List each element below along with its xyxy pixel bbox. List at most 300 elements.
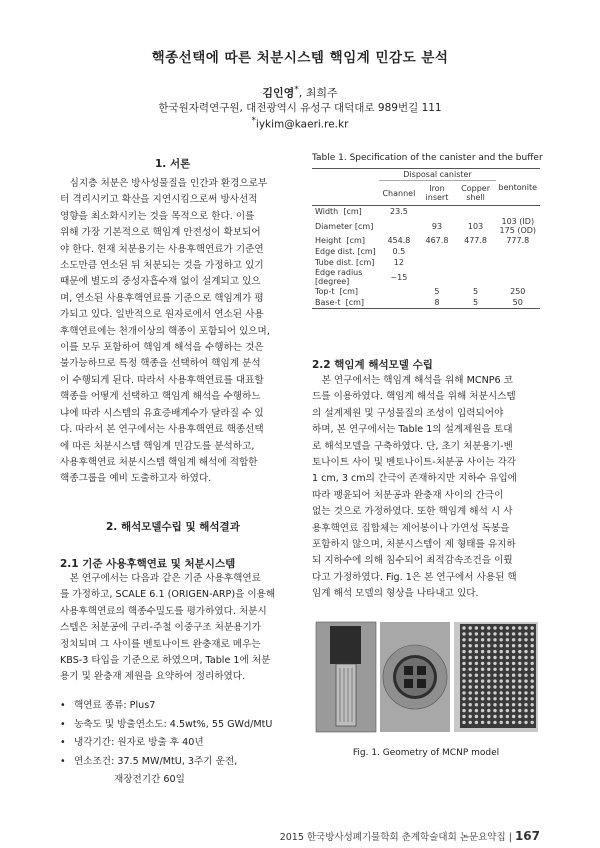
- text-line: 에 따른 처분시스템 핵임계 민감도를 분석하고,: [60, 440, 255, 452]
- fuel-pin: [506, 715, 509, 718]
- fuel-pin: [512, 691, 515, 694]
- table-cell: [496, 206, 540, 218]
- fuel-pin: [481, 638, 484, 641]
- fuel-pin: [493, 679, 496, 682]
- fuel-pin: [518, 674, 521, 677]
- fuel-pin: [493, 656, 496, 659]
- text-line: 핵종을 어떻게 선택하고 핵임계 해석을 수행하느: [60, 391, 261, 403]
- fuel-pin: [481, 650, 484, 653]
- fuel-pin: [524, 674, 527, 677]
- paper-title: 핵종선택에 따른 처분시스템 핵임계 민감도 분석: [151, 50, 449, 66]
- fuel-pin: [531, 650, 534, 653]
- fuel-pin: [531, 656, 534, 659]
- table-cell: [496, 257, 540, 268]
- table-cell: [456, 206, 496, 218]
- text-line: 본 연구에서는 다음과 같은 기준 사용후핵연료: [69, 573, 261, 584]
- fuel-pin: [518, 638, 521, 641]
- section-2-1-body: [60, 571, 290, 686]
- fuel-pin: [493, 662, 496, 665]
- table-corner: [312, 169, 379, 181]
- fuel-pin: [506, 632, 509, 635]
- fuel-pin: [518, 662, 521, 665]
- fuel-pin: [524, 662, 527, 665]
- fuel-pin: [500, 715, 503, 718]
- table-cell: 5: [456, 297, 496, 309]
- fuel-pin: [493, 685, 496, 688]
- fuel-pin: [518, 721, 521, 724]
- fuel-pin: [500, 644, 503, 647]
- table-cell: [379, 217, 418, 235]
- section-2-1-lines: [60, 571, 290, 686]
- fuel-pin: [469, 715, 472, 718]
- text-line: 이를 모두 포함하여 핵임계 해석을 수행하는 것은: [60, 342, 264, 354]
- fuel-pin: [475, 632, 478, 635]
- fuel-pin: [487, 656, 490, 659]
- text-line: 다. 따라서 본 연구에서는 사용후핵연료 핵종선택: [60, 424, 264, 436]
- fuel-pin: [518, 709, 521, 712]
- author-sep: ,: [298, 86, 306, 100]
- fuel-pin: [462, 691, 465, 694]
- fuel-pin: [512, 650, 515, 653]
- fuel-pin: [512, 709, 515, 712]
- fuel-pin: [506, 674, 509, 677]
- fuel-pin: [500, 685, 503, 688]
- table-cell: [418, 268, 455, 286]
- fuel-pin: [475, 668, 478, 671]
- row-label: Top-t [cm]: [315, 287, 359, 296]
- fuel-pin: [506, 709, 509, 712]
- fuel-pin: [487, 703, 490, 706]
- text-line: 하며, 본 연구에서는 Table 1의 설계제원을 토대: [312, 424, 513, 436]
- fuel-pin: [469, 703, 472, 706]
- table-row: [312, 206, 540, 218]
- fuel-pin: [531, 703, 534, 706]
- fuel-pin: [512, 679, 515, 682]
- table-cell: [379, 297, 418, 309]
- fuel-pin: [481, 679, 484, 682]
- fuel-pin: [524, 703, 527, 706]
- fuel-pin: [481, 674, 484, 677]
- row-label: Width [cm]: [312, 206, 379, 218]
- fuel-pin: [531, 674, 534, 677]
- fuel-pin: [475, 650, 478, 653]
- fuel-pin: [469, 709, 472, 712]
- text-line: 본 연구에서는 핵임계 해석을 위해 MCNP6 코: [321, 375, 513, 386]
- row-label: Edge radius [degree]: [315, 268, 363, 286]
- figure-caption: Fig. 1. Geometry of MCNP model: [352, 748, 500, 758]
- fuel-pin: [469, 674, 472, 677]
- text-line: 영향을 최소화시키는 것을 목적으로 한다. 이를: [60, 210, 255, 222]
- fuel-pin: [524, 650, 527, 653]
- fuel-pin: [487, 691, 490, 694]
- fuel-pin: [462, 644, 465, 647]
- fuel-pin: [475, 709, 478, 712]
- author-mark: *: [294, 84, 299, 95]
- col-header-channel: Channel: [382, 188, 416, 198]
- table-row: [312, 217, 540, 235]
- fuel-pin: [475, 656, 478, 659]
- fuel-pin: [524, 632, 527, 635]
- page-number: 167: [514, 829, 540, 843]
- fuel-pin: [512, 656, 515, 659]
- fuel-pin: [500, 662, 503, 665]
- fuel-pin: [487, 721, 490, 724]
- fuel-pin: [518, 679, 521, 682]
- fuel-pin: [506, 703, 509, 706]
- fuel-pin: [512, 685, 515, 688]
- fuel-pin: [512, 644, 515, 647]
- fuel-pin: [506, 644, 509, 647]
- fuel-pin: [506, 679, 509, 682]
- fuel-pin: [506, 656, 509, 659]
- table-cell: 467.8: [425, 236, 449, 245]
- fuel-pin: [500, 656, 503, 659]
- group-header: Disposal canister: [379, 169, 495, 181]
- affiliation: 한국원자력연구원, 대전광역시 유성구 대덕대로 989번길 111: [158, 102, 442, 114]
- table-cell: 0.5: [392, 247, 406, 256]
- text-line: 로 해석모델을 구축하였다. 단, 초기 처분용기-벤: [312, 440, 513, 452]
- table-row: [312, 246, 540, 257]
- fuel-pin: [518, 691, 521, 694]
- fuel-pin: [506, 685, 509, 688]
- fuel-pin: [506, 721, 509, 724]
- table-cell: [456, 257, 496, 268]
- fuel-pin: [524, 626, 527, 629]
- row-label: Height [cm]: [315, 236, 365, 245]
- fuel-pin: [475, 691, 478, 694]
- fuel-pin: [487, 644, 490, 647]
- fuel-pin: [512, 674, 515, 677]
- fuel-pin: [493, 674, 496, 677]
- table-cell: [496, 268, 540, 286]
- fuel-pin: [531, 632, 534, 635]
- row-label: Tube dist. [cm]: [315, 258, 375, 267]
- fuel-pin: [531, 626, 534, 629]
- fuel-pin: [462, 632, 465, 635]
- fuel-pin: [469, 662, 472, 665]
- text-line: 가되고 있다. 일반적으로 원자로에서 연소된 사용: [60, 309, 264, 321]
- fuel-pin: [506, 626, 509, 629]
- text-line: 냐에 따라 시스템의 유효증배계수가 달라질 수 있: [60, 407, 264, 419]
- fuel-pin: [487, 662, 490, 665]
- fuel-pin: [475, 679, 478, 682]
- text-line: 용기 및 완충재 제원을 요약하여 정리하였다.: [60, 671, 246, 683]
- fuel-pin: [531, 691, 534, 694]
- fuel-pin: [506, 650, 509, 653]
- section-2-2-body: [312, 373, 542, 603]
- row-label: Base-t [cm]: [312, 297, 379, 309]
- fuel-pin: [524, 697, 527, 700]
- fuel-pin: [475, 697, 478, 700]
- fuel-pin: [512, 638, 515, 641]
- fuel-pin: [531, 721, 534, 724]
- fuel-pin: [518, 644, 521, 647]
- fuel-pin: [524, 638, 527, 641]
- text-line: 심지층 처분은 방사성물질을 인간과 환경으로부: [69, 178, 268, 189]
- row-label: Diameter [cm]: [315, 221, 374, 231]
- email-line: [0, 116, 600, 131]
- fuel-pin: [500, 679, 503, 682]
- mcnp-figure: [312, 620, 540, 735]
- fuel-pin: [469, 650, 472, 653]
- text-line: 다고 가정하였다. Fig. 1은 본 연구에서 사용된 핵: [312, 571, 517, 583]
- bullet-item: • 농축도 및 방출연소도: 4.5wt%, 55 GWd/MtU: [60, 716, 290, 735]
- fuel-pin: [487, 626, 490, 629]
- fuel-pin: [487, 650, 490, 653]
- bullet-continuation: 재장전기간 60일: [114, 774, 185, 785]
- table-cell: [418, 206, 455, 218]
- table-row: [312, 257, 540, 268]
- table-row: [312, 235, 540, 246]
- fuel-pin: [481, 632, 484, 635]
- fuel-pin: [531, 662, 534, 665]
- fuel-pin: [481, 697, 484, 700]
- fuel-pin: [500, 638, 503, 641]
- table-cell: 103 (ID) 175 (OD): [499, 217, 537, 235]
- fuel-pin: [524, 644, 527, 647]
- fuel-pin: [469, 668, 472, 671]
- fuel-pin: [475, 674, 478, 677]
- fuel-pin: [531, 697, 534, 700]
- table-cell: 103: [467, 221, 484, 231]
- fuel-pin: [524, 668, 527, 671]
- text-line: 를 가정하고, SCALE 6.1 (ORIGEN-ARP)을 이용해: [60, 589, 276, 601]
- fuel-pin: [462, 626, 465, 629]
- author-line: [0, 84, 600, 101]
- fuel-pin: [524, 656, 527, 659]
- text-line: 되 지하수에 의해 침수되어 최적감속조건을 이뤘: [312, 555, 513, 567]
- footer-text: 2015 한국방사성폐기물학회 춘계학술대회 논문요약집: [279, 832, 506, 843]
- fuel-pin: [500, 721, 503, 724]
- text-line: 며, 연소된 사용후핵연료를 기준으로 핵임계가 평: [60, 292, 264, 304]
- table-cell: 477.8: [464, 236, 488, 245]
- text-line: 따라 팽윤되어 처분공과 완충재 사이의 간극이: [312, 489, 504, 501]
- fuel-pin: [481, 703, 484, 706]
- spec-bullet-list: [60, 697, 290, 790]
- fuel-pin: [518, 626, 521, 629]
- text-line: KBS-3 타입을 기준으로 하였으며, Table 1에 처분: [60, 655, 271, 667]
- text-line: 용후핵연료 집합체는 제어봉이나 가연성 독봉을: [312, 522, 510, 534]
- fuel-pin: [469, 697, 472, 700]
- section-2-title: 2. 해석모델수립 및 해석결과: [106, 521, 240, 533]
- fuel-pin: [524, 721, 527, 724]
- fuel-pin: [518, 656, 521, 659]
- fuel-pin: [481, 626, 484, 629]
- fuel-pin: [462, 679, 465, 682]
- fuel-pin: [462, 709, 465, 712]
- fuel-pin: [500, 632, 503, 635]
- fuel-pin: [531, 685, 534, 688]
- table-row: [312, 297, 540, 309]
- table-cell: 777.8: [506, 236, 530, 245]
- table-row: [312, 268, 540, 286]
- text-line: 없는 것으로 가정하였다. 또한 핵임계 해석 시 사: [312, 506, 513, 518]
- fuel-pin: [531, 668, 534, 671]
- text-line: 후핵연료에는 천개이상의 핵종이 포함되어 있으며,: [60, 325, 270, 337]
- table-cell: [456, 246, 496, 257]
- fuel-pin: [512, 721, 515, 724]
- text-line: 불가능하므로 특정 핵종을 선택하여 핵임계 분석: [60, 358, 261, 370]
- fuel-pin: [469, 632, 472, 635]
- fuel-pin: [462, 656, 465, 659]
- fuel-pin: [462, 650, 465, 653]
- radial-view-insert: [396, 658, 434, 696]
- fuel-pin: [506, 697, 509, 700]
- text-line: 포함하지 않으며, 처분시스템이 제 형태를 유지하: [312, 539, 516, 551]
- fuel-pin: [524, 685, 527, 688]
- footer-separator: |: [508, 832, 512, 843]
- text-line: 위해 가장 기본적으로 핵임계 안전성이 확보되어: [60, 227, 261, 239]
- fuel-pin: [493, 632, 496, 635]
- fuel-pin: [493, 715, 496, 718]
- text-line: 1 cm, 3 cm의 간극이 존재하지만 지하수 유입에: [312, 473, 517, 485]
- fuel-pin: [462, 697, 465, 700]
- fuel-pin: [493, 709, 496, 712]
- table-cell: [418, 257, 455, 268]
- fuel-pin: [475, 703, 478, 706]
- table-cell: 5: [434, 287, 440, 296]
- fuel-pin: [469, 679, 472, 682]
- fuel-pin: [500, 626, 503, 629]
- fuel-pin: [512, 626, 515, 629]
- fuel-pin: [500, 697, 503, 700]
- fuel-pin: [487, 679, 490, 682]
- text-line: 이 수행되게 된다. 따라서 사용후핵연료를 대표할: [60, 374, 264, 386]
- fuel-pin: [518, 668, 521, 671]
- fuel-pin: [487, 632, 490, 635]
- fuel-pin: [487, 668, 490, 671]
- fuel-pin: [524, 715, 527, 718]
- text-line: 드를 이용하였다. 핵임계 해석을 위해 처분시스템: [312, 391, 516, 403]
- side-view-canister: [336, 664, 356, 726]
- row-label: Edge dist. [cm]: [315, 247, 376, 256]
- fuel-pin: [531, 709, 534, 712]
- fuel-pin: [506, 638, 509, 641]
- fuel-pin: [500, 650, 503, 653]
- table-cell: [456, 268, 496, 286]
- mcnp-geometry-image: [312, 620, 540, 735]
- table-caption: Table 1. Specification of the canister and the buffer: [312, 153, 543, 163]
- fuel-pin: [487, 709, 490, 712]
- table-cell: 8: [418, 297, 455, 309]
- table-cell: ~15: [390, 272, 408, 282]
- fuel-pin: [493, 697, 496, 700]
- fuel-pin: [493, 644, 496, 647]
- text-line: 때문에 별도의 중성자흡수재 없이 설계되고 있으: [60, 276, 261, 288]
- page-footer: [280, 829, 540, 843]
- fuel-pin: [506, 662, 509, 665]
- table-body: [312, 206, 540, 309]
- section-1-body: [60, 176, 290, 488]
- fuel-pin: [487, 685, 490, 688]
- fuel-pin: [524, 679, 527, 682]
- fuel-pin: [481, 685, 484, 688]
- fuel-pin: [481, 721, 484, 724]
- col-header-copper: Copper shell: [461, 184, 490, 202]
- fuel-pin: [524, 709, 527, 712]
- fuel-pin: [493, 703, 496, 706]
- fuel-pin: [493, 650, 496, 653]
- fuel-pin: [518, 715, 521, 718]
- fuel-pin: [487, 638, 490, 641]
- fuel-pin: [500, 674, 503, 677]
- fuel-pin: [493, 721, 496, 724]
- table-cell: 93: [431, 221, 443, 231]
- table-row: [312, 286, 540, 297]
- fuel-pin: [531, 644, 534, 647]
- fuel-pin: [469, 638, 472, 641]
- fuel-pin: [518, 632, 521, 635]
- fuel-pin: [493, 691, 496, 694]
- text-line: 터 격리시키고 확산을 지연시킴으로써 방사선적: [60, 194, 258, 206]
- spec-table: [312, 168, 540, 309]
- fuel-pin: [512, 632, 515, 635]
- fuel-pin: [469, 656, 472, 659]
- fuel-pin: [512, 668, 515, 671]
- fuel-pin: [462, 721, 465, 724]
- fuel-pin: [500, 709, 503, 712]
- fuel-pin: [481, 662, 484, 665]
- fuel-pin: [462, 715, 465, 718]
- fuel-pin: [487, 697, 490, 700]
- table-cell: [379, 286, 418, 297]
- table-cell: 12: [393, 258, 404, 267]
- fuel-pin: [506, 691, 509, 694]
- fuel-pin: [469, 721, 472, 724]
- table-cell: 50: [496, 297, 540, 309]
- text-line: 정치되며 그 사이를 벤토나이트 완충재로 메우는: [60, 638, 261, 650]
- fuel-pin: [475, 715, 478, 718]
- table-corner-2: [312, 181, 379, 206]
- fuel-pin: [512, 697, 515, 700]
- fuel-pin: [481, 709, 484, 712]
- fuel-pin: [531, 715, 534, 718]
- fuel-pin: [493, 668, 496, 671]
- fuel-pin: [518, 697, 521, 700]
- table-cell: 23.5: [379, 206, 418, 218]
- fuel-pin: [469, 626, 472, 629]
- fuel-pin: [481, 656, 484, 659]
- table-cell: 5: [473, 287, 479, 296]
- fuel-pin: [493, 638, 496, 641]
- fuel-pin: [469, 685, 472, 688]
- fuel-pin: [475, 662, 478, 665]
- fuel-pin: [462, 674, 465, 677]
- fuel-pin: [493, 626, 496, 629]
- fuel-pin: [475, 721, 478, 724]
- fuel-pin: [512, 662, 515, 665]
- bullet-item: • 냉각기간: 원자로 방출 후 40년: [60, 734, 290, 753]
- text-line: 사용후핵연료의 핵종수밀도를 평가하였다. 처분시: [60, 605, 267, 617]
- fuel-pin: [462, 638, 465, 641]
- text-line: 스템은 처분공에 구리-주철 이중구조 처분용기가: [60, 622, 262, 634]
- fuel-pin: [524, 691, 527, 694]
- fuel-pin: [518, 650, 521, 653]
- fuel-pin: [475, 685, 478, 688]
- email-mark: *: [251, 116, 256, 126]
- fuel-pin: [487, 715, 490, 718]
- text-line: 야 한다. 현재 처분용기는 사용후핵연료가 기준연: [60, 243, 264, 255]
- bullet-item: • 핵연료 종류: Plus7: [60, 697, 290, 716]
- side-view-top: [330, 626, 361, 664]
- fuel-pin: [487, 674, 490, 677]
- text-line: 의 설계제원 및 구성물질의 조성이 입력되어야: [312, 407, 504, 419]
- fuel-pin: [462, 668, 465, 671]
- fuel-pin: [481, 644, 484, 647]
- fuel-pin: [500, 703, 503, 706]
- fuel-pin: [506, 668, 509, 671]
- section-2-2-title: 2.2 핵임계 해석모델 수립: [312, 359, 433, 371]
